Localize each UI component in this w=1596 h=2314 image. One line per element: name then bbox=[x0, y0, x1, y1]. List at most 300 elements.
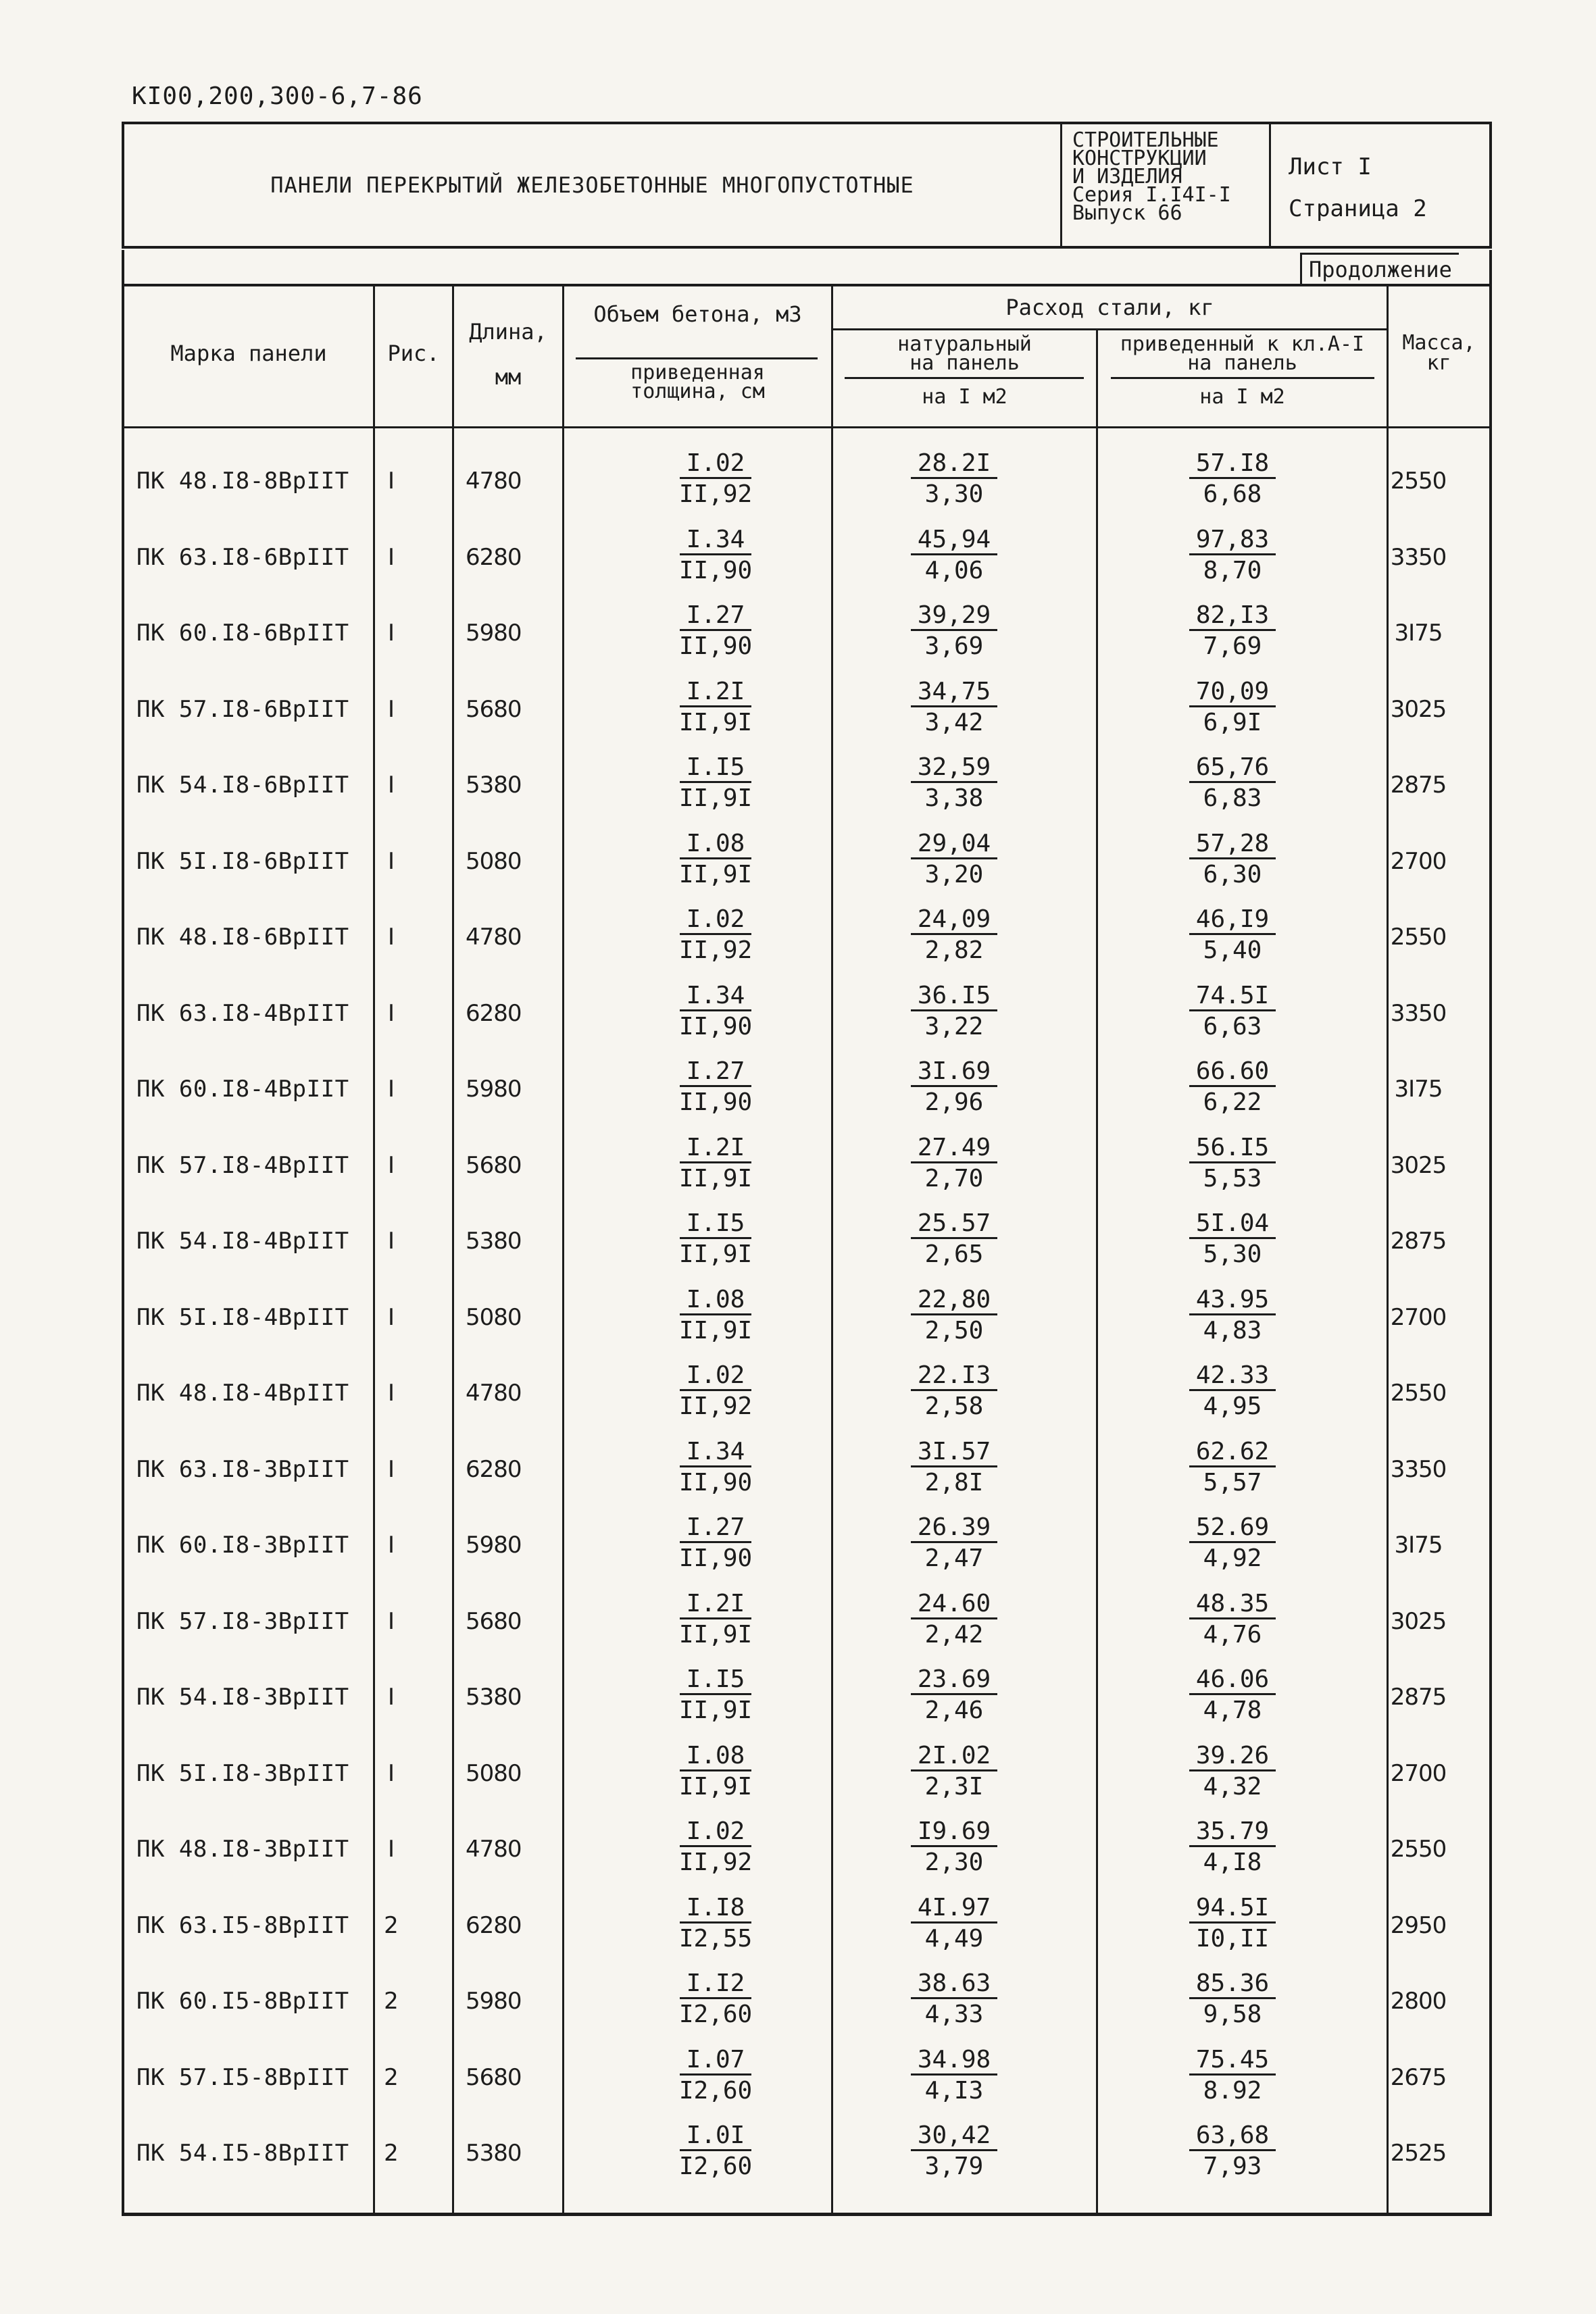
reduced-thickness: II,90 bbox=[678, 1088, 753, 1116]
concrete-volume-cell bbox=[658, 525, 773, 586]
concrete-volume-cell bbox=[658, 2045, 773, 2107]
col-header-steel-reduced-panel: на панель bbox=[1187, 351, 1297, 375]
figure-number: I bbox=[387, 1380, 395, 1407]
col-header-steel-reduced-m2: на I м2 bbox=[1199, 385, 1285, 409]
concrete-volume: I.I8 bbox=[680, 1894, 752, 1923]
table-row bbox=[124, 594, 1489, 670]
natural-steel-cell bbox=[897, 1437, 1012, 1499]
panel-mass: 3I75 bbox=[1394, 620, 1443, 647]
reduced-thickness: II,9I bbox=[678, 1772, 753, 1801]
concrete-volume: I.I5 bbox=[680, 1666, 752, 1695]
reduced-steel-m2: 4,78 bbox=[1203, 1696, 1262, 1724]
natural-steel-m2: 2,3I bbox=[924, 1772, 984, 1801]
concrete-volume-cell bbox=[658, 1741, 773, 1803]
reduced-thickness: II,90 bbox=[678, 556, 753, 584]
reduced-thickness: I2,60 bbox=[678, 2001, 753, 2028]
figure-number: I bbox=[387, 1303, 395, 1331]
col-header-length-unit: мм bbox=[495, 364, 522, 390]
reduced-steel-cell bbox=[1175, 1589, 1290, 1651]
figure-number: 2 bbox=[384, 1988, 399, 2015]
natural-steel-m2: 4,49 bbox=[924, 1924, 984, 1953]
natural-steel-cell bbox=[897, 449, 1012, 510]
figure-number: I bbox=[387, 924, 395, 951]
continuation-label: Продолжение bbox=[1300, 253, 1459, 284]
panel-mass: 2700 bbox=[1390, 1303, 1447, 1331]
natural-steel-panel: 29,04 bbox=[911, 830, 997, 859]
reduced-steel-m2: 6,9I bbox=[1203, 708, 1262, 736]
panel-mass: 2700 bbox=[1390, 1759, 1447, 1787]
concrete-volume-cell bbox=[658, 829, 773, 890]
table-row bbox=[124, 1810, 1489, 1886]
natural-steel-m2: 2,65 bbox=[924, 1240, 984, 1268]
natural-steel-panel: 26.39 bbox=[911, 1514, 997, 1543]
table-row bbox=[124, 1202, 1489, 1278]
reduced-thickness: II,9I bbox=[678, 1316, 753, 1344]
concrete-volume: I.08 bbox=[680, 1286, 752, 1315]
reduced-thickness: II,9I bbox=[678, 1696, 753, 1724]
reduced-steel-m2: 5,53 bbox=[1203, 1164, 1262, 1192]
panel-mark: ПК 48.I8-6ВрIIТ bbox=[136, 924, 349, 951]
reduced-steel-panel: 70,09 bbox=[1189, 678, 1276, 707]
reduced-thickness: I2,55 bbox=[678, 1924, 753, 1953]
panel-length: 5680 bbox=[466, 1607, 522, 1635]
reduced-steel-m2: 6,22 bbox=[1203, 1088, 1262, 1116]
panel-mass: 2550 bbox=[1390, 468, 1447, 495]
concrete-volume: I.02 bbox=[680, 1362, 752, 1391]
reduced-thickness: II,90 bbox=[678, 1468, 753, 1496]
sheet-block bbox=[1271, 124, 1489, 246]
figure-number: I bbox=[387, 543, 395, 571]
figure-number: I bbox=[387, 1684, 395, 1711]
reduced-steel-m2: 9,58 bbox=[1203, 2001, 1262, 2028]
panel-mark: ПК 60.I5-8ВрIIТ bbox=[136, 1988, 349, 2015]
concrete-volume-cell bbox=[658, 1969, 773, 2030]
table-row bbox=[124, 898, 1489, 974]
col-header-steel-natural-m2: на I м2 bbox=[922, 385, 1007, 409]
concrete-volume: I.27 bbox=[680, 1058, 752, 1087]
reduced-steel-cell bbox=[1175, 1893, 1290, 1955]
reduced-steel-cell bbox=[1175, 2121, 1290, 2182]
reduced-thickness: II,9I bbox=[678, 784, 753, 812]
natural-steel-panel: 25.57 bbox=[911, 1210, 997, 1239]
reduced-steel-m2: 6,83 bbox=[1203, 784, 1262, 812]
natural-steel-m2: 4,I3 bbox=[924, 2076, 984, 2105]
reduced-steel-m2: 6,30 bbox=[1203, 860, 1262, 888]
table-row bbox=[124, 1354, 1489, 1430]
col-divider bbox=[452, 286, 454, 428]
natural-steel-m2: 2,96 bbox=[924, 1088, 984, 1116]
panel-mark: ПК 5I.I8-3ВрIIТ bbox=[136, 1759, 349, 1787]
panel-mark: ПК 63.I8-3ВрIIТ bbox=[136, 1455, 349, 1483]
reduced-steel-m2: 4,76 bbox=[1203, 1620, 1262, 1649]
natural-steel-cell bbox=[897, 1817, 1012, 1878]
panel-mark: ПК 57.I8-3ВрIIТ bbox=[136, 1607, 349, 1635]
natural-steel-m2: 3,69 bbox=[924, 632, 984, 660]
natural-steel-cell bbox=[897, 1665, 1012, 1726]
natural-steel-cell bbox=[897, 1133, 1012, 1194]
reduced-steel-m2: 4,32 bbox=[1203, 1772, 1262, 1801]
natural-steel-m2: 3,79 bbox=[924, 2153, 984, 2180]
figure-number: I bbox=[387, 1759, 395, 1787]
reduced-steel-panel: 48.35 bbox=[1189, 1590, 1276, 1619]
reduced-steel-cell bbox=[1175, 905, 1290, 966]
table-row bbox=[124, 2114, 1489, 2190]
panel-length: 6280 bbox=[466, 999, 522, 1027]
natural-steel-panel: 30,42 bbox=[911, 2122, 997, 2151]
reduced-steel-m2: 8,70 bbox=[1203, 556, 1262, 584]
table-row bbox=[124, 518, 1489, 594]
concrete-volume-cell bbox=[658, 753, 773, 814]
reduced-steel-panel: 63,68 bbox=[1189, 2122, 1276, 2151]
col-header-steel: Расход стали, кг bbox=[1005, 295, 1214, 320]
panel-length: 5980 bbox=[466, 620, 522, 647]
natural-steel-m2: 2,8I bbox=[924, 1468, 984, 1496]
reduced-steel-cell bbox=[1175, 1057, 1290, 1118]
sheet-number: Лист I bbox=[1289, 153, 1372, 180]
concrete-volume-cell bbox=[658, 905, 773, 966]
natural-steel-cell bbox=[897, 1057, 1012, 1118]
natural-steel-m2: 2,82 bbox=[924, 936, 984, 964]
col-header-steel-reduced: приведенный к кл.А-I bbox=[1120, 332, 1365, 356]
org-line: Выпуск 66 bbox=[1072, 201, 1182, 225]
concrete-volume: I.0I bbox=[680, 2122, 752, 2151]
natural-steel-panel: 4I.97 bbox=[911, 1894, 997, 1923]
reduced-steel-cell bbox=[1175, 449, 1290, 510]
natural-steel-panel: 3I.57 bbox=[911, 1438, 997, 1467]
natural-steel-panel: 45,94 bbox=[911, 526, 997, 555]
panel-mass: 3350 bbox=[1390, 999, 1447, 1027]
panel-length: 5380 bbox=[466, 1684, 522, 1711]
natural-steel-m2: 3,20 bbox=[924, 860, 984, 888]
reduced-steel-cell bbox=[1175, 1665, 1290, 1726]
panel-length: 5980 bbox=[466, 1532, 522, 1559]
reduced-steel-panel: 42.33 bbox=[1189, 1362, 1276, 1391]
concrete-volume-cell bbox=[658, 981, 773, 1042]
header-rule bbox=[831, 328, 1387, 330]
natural-steel-panel: 24,09 bbox=[911, 906, 997, 935]
continuation-strip bbox=[122, 250, 1492, 285]
concrete-volume: I.I2 bbox=[680, 1970, 752, 1999]
reduced-steel-cell bbox=[1175, 981, 1290, 1042]
figure-number: 2 bbox=[384, 1911, 399, 1939]
col-header-steel-natural: натуральный bbox=[897, 332, 1032, 356]
natural-steel-panel: 36.I5 bbox=[911, 982, 997, 1011]
panel-mass: 2875 bbox=[1390, 1228, 1447, 1255]
panel-mass: 3I75 bbox=[1394, 1076, 1443, 1103]
series-block bbox=[1060, 124, 1271, 246]
table-row bbox=[124, 1050, 1489, 1126]
panel-length: 5080 bbox=[466, 1759, 522, 1787]
natural-steel-panel: 3I.69 bbox=[911, 1058, 997, 1087]
reduced-thickness: II,92 bbox=[678, 1848, 753, 1876]
panel-mark: ПК 60.I8-4ВрIIТ bbox=[136, 1076, 349, 1103]
reduced-steel-cell bbox=[1175, 1969, 1290, 2030]
concrete-volume-cell bbox=[658, 1057, 773, 1118]
reduced-steel-panel: 66.60 bbox=[1189, 1058, 1276, 1087]
table-row bbox=[124, 1126, 1489, 1202]
reduced-steel-cell bbox=[1175, 753, 1290, 814]
concrete-volume: I.27 bbox=[680, 1514, 752, 1543]
natural-steel-m2: 2,70 bbox=[924, 1164, 984, 1192]
panel-mark: ПК 54.I8-3ВрIIТ bbox=[136, 1684, 349, 1711]
panel-mark: ПК 5I.I8-6ВрIIТ bbox=[136, 847, 349, 875]
reduced-thickness: II,90 bbox=[678, 632, 753, 660]
concrete-volume: I.02 bbox=[680, 906, 752, 935]
concrete-volume-cell bbox=[658, 1133, 773, 1194]
panel-length: 4780 bbox=[466, 1836, 522, 1863]
reduced-steel-panel: 82,I3 bbox=[1189, 602, 1276, 631]
reduced-steel-panel: 85.36 bbox=[1189, 1970, 1276, 1999]
reduced-steel-panel: 74.5I bbox=[1189, 982, 1276, 1011]
reduced-steel-cell bbox=[1175, 525, 1290, 586]
panel-mark: ПК 48.I8-8ВрIIТ bbox=[136, 468, 349, 495]
reduced-steel-cell bbox=[1175, 1209, 1290, 1270]
concrete-volume: I.2I bbox=[680, 678, 752, 707]
panel-length: 5980 bbox=[466, 1988, 522, 2015]
figure-number: 2 bbox=[384, 2063, 399, 2091]
concrete-volume-cell bbox=[658, 449, 773, 510]
panel-mass: 2675 bbox=[1390, 2063, 1447, 2091]
reduced-steel-cell bbox=[1175, 1817, 1290, 1878]
figure-number: I bbox=[387, 1532, 395, 1559]
natural-steel-panel: 22.I3 bbox=[911, 1362, 997, 1391]
reduced-thickness: II,92 bbox=[678, 480, 753, 508]
reduced-steel-panel: 39.26 bbox=[1189, 1742, 1276, 1771]
panel-mass: 2525 bbox=[1390, 2140, 1447, 2167]
figure-number: 2 bbox=[384, 2140, 399, 2167]
org-line: И ИЗДЕЛИЯ bbox=[1072, 165, 1182, 188]
reduced-steel-m2: 4,I8 bbox=[1203, 1848, 1262, 1876]
reduced-steel-panel: 43.95 bbox=[1189, 1286, 1276, 1315]
reduced-thickness: II,90 bbox=[678, 1012, 753, 1040]
col-header-mass-unit: кг bbox=[1426, 351, 1451, 375]
natural-steel-m2: 2,42 bbox=[924, 1620, 984, 1649]
col-header-steel-natural-panel: на панель bbox=[909, 351, 1020, 375]
reduced-steel-cell bbox=[1175, 829, 1290, 890]
natural-steel-m2: 4,33 bbox=[924, 2001, 984, 2028]
natural-steel-cell bbox=[897, 1209, 1012, 1270]
reduced-thickness: I2,60 bbox=[678, 2153, 753, 2180]
figure-number: I bbox=[387, 1228, 395, 1255]
panel-mark: ПК 54.I8-4ВрIIТ bbox=[136, 1228, 349, 1255]
concrete-volume: I.34 bbox=[680, 526, 752, 555]
reduced-steel-panel: 94.5I bbox=[1189, 1894, 1276, 1923]
col-header-ris: Рис. bbox=[387, 341, 440, 366]
table-row bbox=[124, 442, 1489, 518]
panel-mass: 2700 bbox=[1390, 847, 1447, 875]
panel-mass: 2550 bbox=[1390, 1836, 1447, 1863]
table-row bbox=[124, 1962, 1489, 2038]
reduced-thickness: II,9I bbox=[678, 1164, 753, 1192]
table-row bbox=[124, 974, 1489, 1050]
reduced-steel-panel: 46,I9 bbox=[1189, 906, 1276, 935]
col-header-mass: Масса, bbox=[1402, 331, 1476, 355]
figure-number: I bbox=[387, 1076, 395, 1103]
natural-steel-panel: 27.49 bbox=[911, 1134, 997, 1163]
natural-steel-panel: 39,29 bbox=[911, 602, 997, 631]
panel-length: 4780 bbox=[466, 468, 522, 495]
reduced-thickness: II,9I bbox=[678, 860, 753, 888]
concrete-volume: I.I5 bbox=[680, 1210, 752, 1239]
natural-steel-panel: 22,80 bbox=[911, 1286, 997, 1315]
natural-steel-cell bbox=[897, 677, 1012, 738]
natural-steel-panel: 34.98 bbox=[911, 2046, 997, 2076]
panel-length: 5680 bbox=[466, 695, 522, 723]
header-rule bbox=[1111, 377, 1374, 379]
panel-mark: ПК 5I.I8-4ВрIIТ bbox=[136, 1303, 349, 1331]
concrete-volume-cell bbox=[658, 1817, 773, 1878]
reduced-steel-m2: 8.92 bbox=[1203, 2076, 1262, 2105]
figure-number: I bbox=[387, 620, 395, 647]
reduced-steel-panel: 46.06 bbox=[1189, 1666, 1276, 1695]
reduced-steel-panel: 97,83 bbox=[1189, 526, 1276, 555]
header-rule bbox=[845, 377, 1084, 379]
concrete-volume-cell bbox=[658, 677, 773, 738]
reduced-thickness: II,90 bbox=[678, 1544, 753, 1572]
reduced-steel-m2: 6,68 bbox=[1203, 480, 1262, 508]
panel-length: 6280 bbox=[466, 1455, 522, 1483]
org-line: КОНСТРУКЦИИ bbox=[1072, 147, 1207, 170]
table-row bbox=[124, 1658, 1489, 1734]
reduced-steel-panel: 57.I8 bbox=[1189, 450, 1276, 479]
natural-steel-m2: 2,58 bbox=[924, 1392, 984, 1420]
panel-length: 6280 bbox=[466, 1911, 522, 1939]
panel-mark: ПК 57.I8-4ВрIIТ bbox=[136, 1151, 349, 1179]
reduced-steel-m2: 5,57 bbox=[1203, 1468, 1262, 1496]
panel-length: 6280 bbox=[466, 543, 522, 571]
data-table bbox=[122, 284, 1492, 2216]
natural-steel-cell bbox=[897, 2045, 1012, 2107]
panel-length: 5380 bbox=[466, 2140, 522, 2167]
reduced-steel-m2: 7,69 bbox=[1203, 632, 1262, 660]
natural-steel-panel: 24.60 bbox=[911, 1590, 997, 1619]
natural-steel-panel: 28.2I bbox=[911, 450, 997, 479]
natural-steel-m2: 2,47 bbox=[924, 1544, 984, 1572]
panel-mass: 3I75 bbox=[1394, 1532, 1443, 1559]
panel-mark: ПК 63.I5-8ВрIIТ bbox=[136, 1911, 349, 1939]
reduced-steel-m2: 5,40 bbox=[1203, 936, 1262, 964]
title-block bbox=[122, 122, 1492, 249]
natural-steel-m2: 4,06 bbox=[924, 556, 984, 584]
natural-steel-panel: 2I.02 bbox=[911, 1742, 997, 1771]
concrete-volume: I.27 bbox=[680, 602, 752, 631]
panel-length: 5680 bbox=[466, 1151, 522, 1179]
concrete-volume-cell bbox=[658, 601, 773, 662]
natural-steel-m2: 2,46 bbox=[924, 1696, 984, 1724]
reduced-thickness: II,92 bbox=[678, 936, 753, 964]
table-row bbox=[124, 822, 1489, 898]
figure-number: I bbox=[387, 847, 395, 875]
table-row bbox=[124, 1506, 1489, 1582]
concrete-volume: I.02 bbox=[680, 1818, 752, 1847]
panel-mark: ПК 54.I8-6ВрIIТ bbox=[136, 772, 349, 799]
table-row bbox=[124, 1278, 1489, 1354]
natural-steel-cell bbox=[897, 525, 1012, 586]
header-rule bbox=[576, 357, 818, 359]
reduced-steel-m2: 7,93 bbox=[1203, 2153, 1262, 2180]
concrete-volume: I.08 bbox=[680, 830, 752, 859]
document-title: ПАНЕЛИ ПЕРЕКРЫТИЙ ЖЕЛЕЗОБЕТОННЫЕ МНОГОПУСТОТНЫЕ bbox=[124, 124, 1062, 246]
reduced-steel-m2: 4,95 bbox=[1203, 1392, 1262, 1420]
natural-steel-cell bbox=[897, 905, 1012, 966]
reduced-steel-cell bbox=[1175, 677, 1290, 738]
panel-mass: 3025 bbox=[1390, 695, 1447, 723]
concrete-volume: I.I5 bbox=[680, 754, 752, 783]
document-reference: КI00,200,300-6,7-86 bbox=[132, 82, 423, 110]
table-row bbox=[124, 1734, 1489, 1810]
reduced-steel-cell bbox=[1175, 601, 1290, 662]
panel-mass: 2550 bbox=[1390, 1380, 1447, 1407]
header-bottom-rule bbox=[124, 426, 1489, 428]
table-row bbox=[124, 1582, 1489, 1658]
concrete-volume-cell bbox=[658, 1209, 773, 1270]
reduced-steel-cell bbox=[1175, 2045, 1290, 2107]
reduced-steel-panel: 35.79 bbox=[1189, 1818, 1276, 1847]
reduced-steel-panel: 62.62 bbox=[1189, 1438, 1276, 1467]
figure-number: I bbox=[387, 1151, 395, 1179]
concrete-volume-cell bbox=[658, 1437, 773, 1499]
natural-steel-cell bbox=[897, 1285, 1012, 1347]
reduced-steel-m2: I0,II bbox=[1195, 1924, 1270, 1953]
panel-mark: ПК 57.I5-8ВрIIТ bbox=[136, 2063, 349, 2091]
panel-mass: 2950 bbox=[1390, 1911, 1447, 1939]
natural-steel-m2: 3,30 bbox=[924, 480, 984, 508]
figure-number: I bbox=[387, 1836, 395, 1863]
natural-steel-cell bbox=[897, 1513, 1012, 1574]
reduced-steel-panel: 5I.04 bbox=[1189, 1210, 1276, 1239]
natural-steel-panel: 38.63 bbox=[911, 1970, 997, 1999]
figure-number: I bbox=[387, 999, 395, 1027]
figure-number: I bbox=[387, 468, 395, 495]
reduced-steel-m2: 6,63 bbox=[1203, 1012, 1262, 1040]
panel-mark: ПК 48.I8-3ВрIIТ bbox=[136, 1836, 349, 1863]
col-header-concrete-sub1: приведенная bbox=[630, 361, 765, 384]
natural-steel-cell bbox=[897, 601, 1012, 662]
page-number: Страница 2 bbox=[1289, 195, 1427, 222]
panel-mass: 3025 bbox=[1390, 1607, 1447, 1635]
table-row bbox=[124, 746, 1489, 822]
panel-mark: ПК 63.I8-6ВрIIТ bbox=[136, 543, 349, 571]
reduced-thickness: I2,60 bbox=[678, 2076, 753, 2105]
table-row bbox=[124, 670, 1489, 746]
concrete-volume-cell bbox=[658, 2121, 773, 2182]
figure-number: I bbox=[387, 1607, 395, 1635]
org-line: СТРОИТЕЛЬНЫЕ bbox=[1072, 128, 1219, 152]
natural-steel-cell bbox=[897, 753, 1012, 814]
reduced-steel-panel: 56.I5 bbox=[1189, 1134, 1276, 1163]
concrete-volume-cell bbox=[658, 1589, 773, 1651]
reduced-steel-panel: 75.45 bbox=[1189, 2046, 1276, 2076]
table-row bbox=[124, 2038, 1489, 2114]
reduced-steel-cell bbox=[1175, 1361, 1290, 1422]
panel-length: 5380 bbox=[466, 1228, 522, 1255]
table-row bbox=[124, 1886, 1489, 1962]
reduced-steel-cell bbox=[1175, 1437, 1290, 1499]
concrete-volume: I.34 bbox=[680, 1438, 752, 1467]
panel-mass: 2550 bbox=[1390, 924, 1447, 951]
col-header-concrete: Объем бетона, м3 bbox=[593, 301, 802, 327]
panel-mass: 3025 bbox=[1390, 1151, 1447, 1179]
figure-number: I bbox=[387, 695, 395, 723]
panel-mass: 3350 bbox=[1390, 543, 1447, 571]
natural-steel-m2: 3,22 bbox=[924, 1012, 984, 1040]
col-header-concrete-sub2: толщина, см bbox=[630, 380, 765, 403]
panel-length: 5080 bbox=[466, 847, 522, 875]
panel-mark: ПК 48.I8-4ВрIIТ bbox=[136, 1380, 349, 1407]
natural-steel-panel: 34,75 bbox=[911, 678, 997, 707]
panel-mark: ПК 63.I8-4ВрIIТ bbox=[136, 999, 349, 1027]
natural-steel-panel: I9.69 bbox=[911, 1818, 997, 1847]
